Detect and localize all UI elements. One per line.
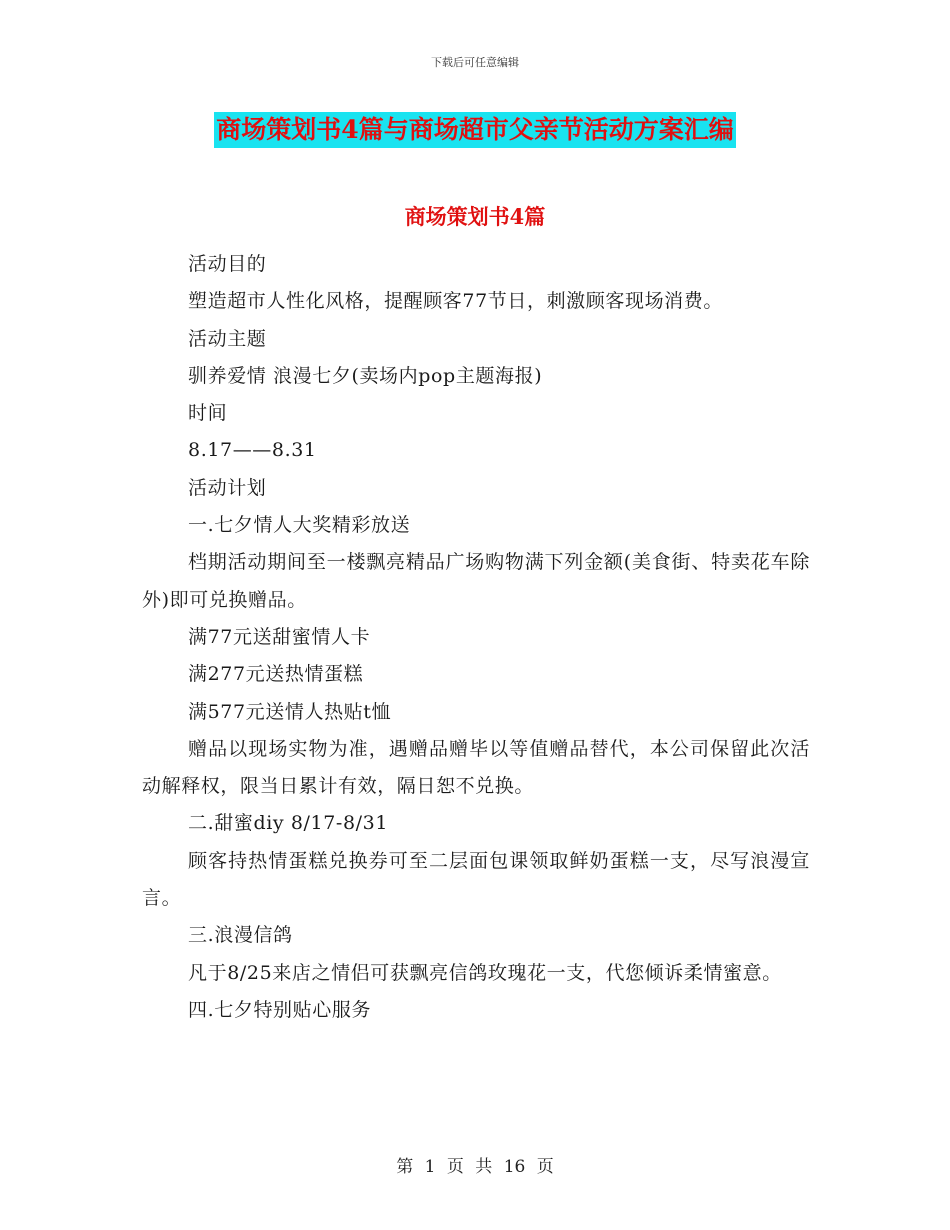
- paragraph: 满577元送情人热贴t恤: [188, 700, 392, 723]
- paragraph: 时间: [188, 402, 228, 425]
- page-number: 第 1 页 共 16 页: [396, 1157, 554, 1177]
- paragraph: 满77元送甜蜜情人卡: [188, 625, 371, 648]
- paragraph: 活动计划: [188, 476, 267, 499]
- paragraph: 赠品以现场实物为准，遇赠品赠毕以等值赠品替代，本公司保留此次活动解释权，限当日累计有效，隔日恕不兑换。: [142, 737, 810, 798]
- paragraph: 一.七夕情人大奖精彩放送: [188, 514, 411, 537]
- paragraph: 三.浪漫信鸽: [188, 924, 293, 947]
- paragraph: 档期活动期间至一楼飘亮精品广场购物满下列金额(美食街、特卖花车除外)即可兑换赠品。: [142, 551, 810, 611]
- paragraph: 四.七夕特别贴心服务: [188, 998, 372, 1021]
- document-title: [0, 112, 950, 148]
- paragraph: 凡于8/25来店之情侣可获飘亮信鸽玫瑰花一支，代您倾诉柔情蜜意。: [188, 961, 782, 984]
- page-header: 下载后可任意编辑: [431, 56, 519, 69]
- paragraph: 8.17——8.31: [188, 439, 317, 462]
- paragraph: 满277元送热情蛋糕: [188, 663, 364, 686]
- document-body: [142, 246, 810, 1029]
- paragraph: 塑造超市人性化风格，提醒顾客77节日，刺激顾客现场消费。: [188, 290, 723, 313]
- paragraph: 驯养爱情 浪漫七夕(卖场内pop主题海报): [188, 364, 543, 387]
- paragraph: 顾客持热情蛋糕兑换券可至二层面包课领取鲜奶蛋糕一支，尽写浪漫宣言。: [142, 849, 810, 910]
- paragraph: 活动主题: [188, 327, 267, 350]
- document-title-text: 商场策划书4篇与商场超市父亲节活动方案汇编: [214, 112, 735, 148]
- section-title: 商场策划书4篇: [404, 204, 546, 229]
- paragraph: 二.甜蜜diy 8/17-8/31: [188, 812, 389, 835]
- paragraph: 活动目的: [188, 253, 267, 275]
